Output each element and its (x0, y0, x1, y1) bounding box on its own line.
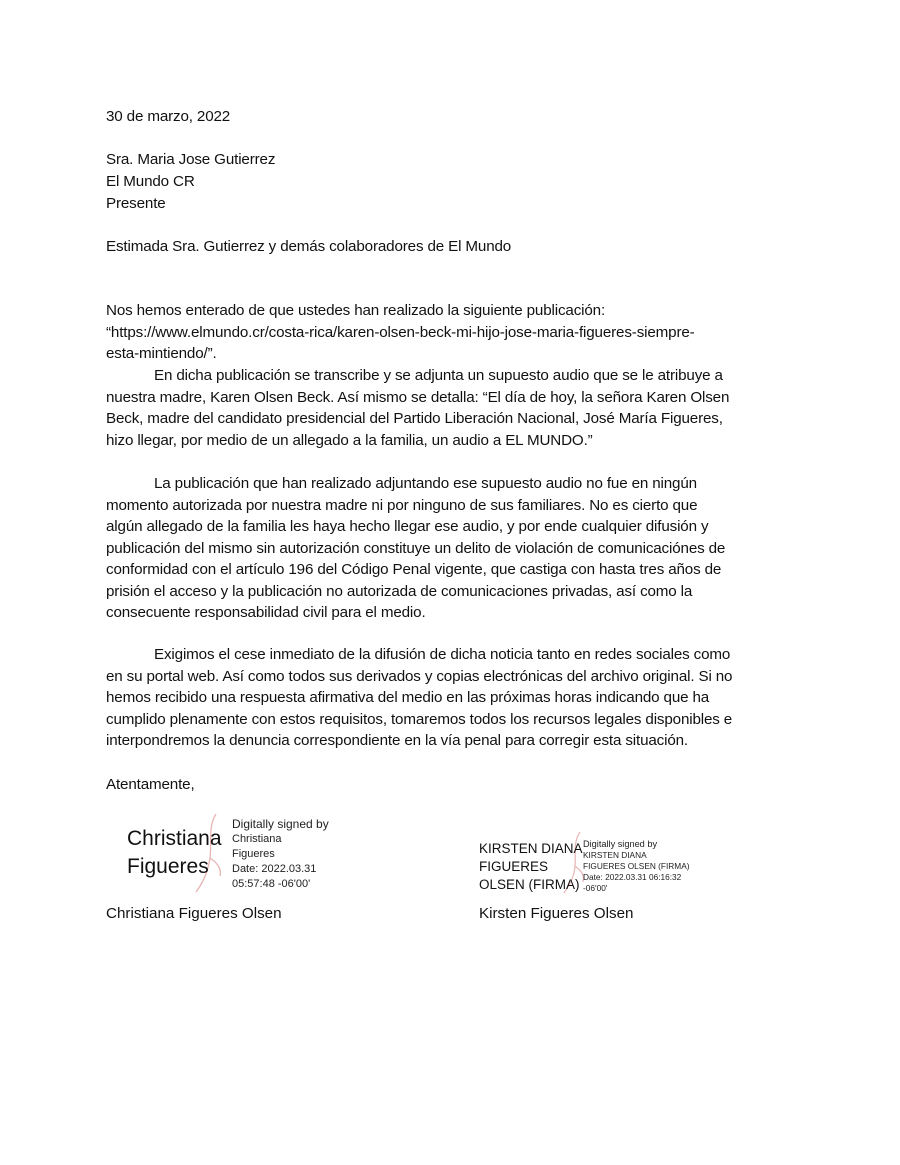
recipient-name: Sra. Maria Jose Gutierrez (106, 151, 276, 168)
signer-name: Kirsten Figueres Olsen (479, 905, 634, 922)
paragraph-1 (106, 300, 796, 365)
stamp-detail-line: KIRSTEN DIANA (583, 850, 647, 860)
paragraph-line: Exigimos el cese inmediato de la difusión de dicha noticia tanto en redes sociales como (154, 646, 731, 663)
paragraph-line: interpondremos la denuncia correspondiente en la vía penal para corregir esta situación. (106, 732, 689, 749)
paragraph-line: conformidad con el artículo 196 del Código Penal vigente, que castiga con hasta tres años de (106, 561, 722, 578)
recipient-organization: El Mundo CR (106, 173, 195, 190)
closing: Atentamente, (106, 776, 195, 793)
paragraph-4 (106, 644, 796, 752)
stamp-timezone: -06'00' (583, 883, 608, 893)
stamp-name-line: Figueres (127, 855, 209, 878)
stamp-name-line: FIGUERES (479, 859, 549, 874)
paragraph-2 (106, 365, 796, 451)
signature-mark-icon (190, 812, 230, 896)
paragraph-line: esta-mintiendo/”. (106, 345, 217, 362)
stamp-detail-line: Digitally signed by (583, 839, 658, 849)
stamp-name-line: OLSEN (FIRMA) (479, 877, 580, 892)
paragraph-line: consecuente responsabilidad civil para el medio. (106, 604, 426, 621)
paragraph-line: La publicación que han realizado adjuntando ese supuesto audio no fue en ningún (154, 475, 697, 492)
paragraph-line: en su portal web. Así como todos sus derivados y copias electrónicas del archivo original. Si no (106, 667, 733, 685)
stamp-name-line: KIRSTEN DIANA (479, 841, 583, 856)
paragraph-line: momento autorizada por nuestra madre ni por ninguno de sus familiares. No es cierto que (106, 496, 698, 514)
paragraph-line: En dicha publicación se transcribe y se adjunta un supuesto audio que se le atribuye a (154, 367, 723, 384)
letter-date: 30 de marzo, 2022 (106, 108, 231, 125)
paragraph-line: prisión el acceso y la publicación no autorizada de comunicaciones privadas, así como la (106, 582, 693, 600)
stamp-detail-line: FIGUERES OLSEN (FIRMA) (583, 861, 690, 871)
stamp-detail-line: Figueres (232, 848, 275, 860)
stamp-detail-line: Christiana (232, 833, 282, 845)
stamp-name-line: Christiana (127, 827, 222, 850)
paragraph-line: nuestra madre, Karen Olsen Beck. Así mismo se detalla: “El día de hoy, la señora Karen Olsen (106, 388, 730, 406)
paragraph-line: publicación del mismo sin autorización constituye un delito de violación de comunicaciónes de (106, 539, 726, 557)
stamp-time: 05:57:48 -06'00' (232, 878, 311, 890)
paragraph-line: Beck, madre del candidato presidencial del Partido Liberación Nacional, José María Figueres, (106, 410, 723, 427)
paragraph-line: hizo llegar, por medio de un allegado a la familia, un audio a EL MUNDO.” (106, 431, 593, 449)
signer-name: Christiana Figueres Olsen (106, 905, 282, 922)
stamp-detail-line: Digitally signed by (232, 817, 329, 831)
paragraph-line: cumplido plenamente con estos requisitos, tomaremos todos los recursos legales disponibles e (106, 710, 733, 728)
publication-url: “https://www.elmundo.cr/costa-rica/karen-olsen-beck-mi-hijo-jose-maria-figueres-siempre- (106, 323, 695, 341)
stamp-date: Date: 2022.03.31 06:16:32 (583, 872, 682, 882)
recipient-presente: Presente (106, 195, 166, 212)
salutation: Estimada Sra. Gutierrez y demás colaboradores de El Mundo (106, 238, 512, 255)
paragraph-line: hemos recibido una respuesta afirmativa del medio en las próximas horas indicando que ha (106, 689, 710, 706)
paragraph-line: Nos hemos enterado de que ustedes han realizado la siguiente publicación: (106, 302, 606, 319)
paragraph-line: algún allegado de la familia les haya hecho llegar ese audio, y por ende cualquier difusión y (106, 518, 709, 535)
paragraph-3 (106, 473, 796, 624)
stamp-date: Date: 2022.03.31 (232, 863, 317, 875)
